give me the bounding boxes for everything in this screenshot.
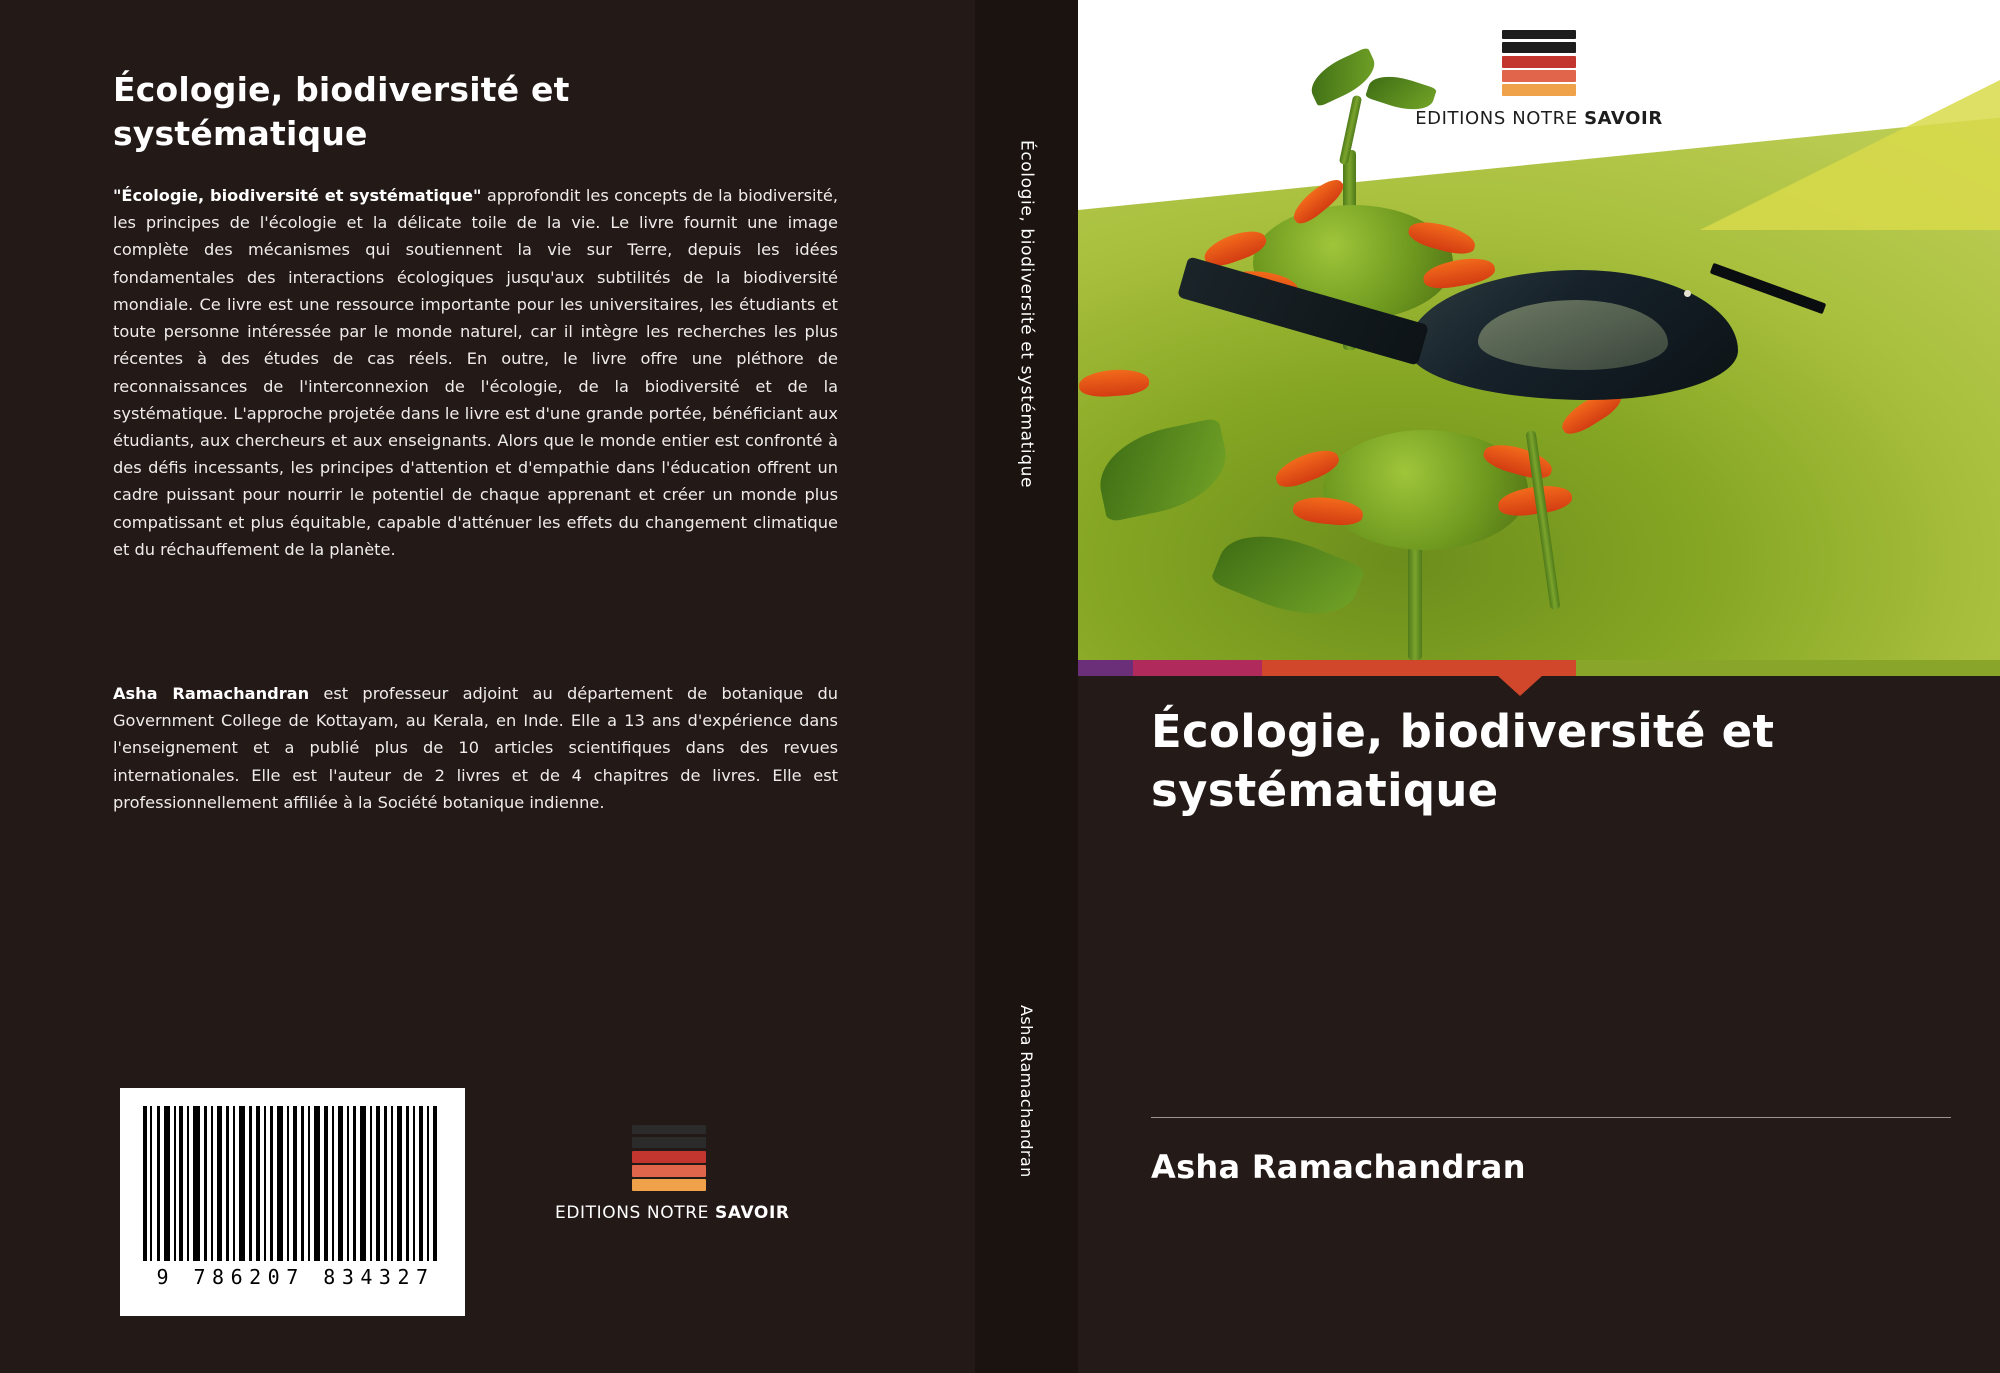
publisher-name-part2: SAVOIR: [715, 1203, 790, 1223]
book-logo-icon: [632, 1125, 706, 1191]
back-cover-title: Écologie, biodiversité et systématique: [113, 70, 570, 153]
publisher-logo-back: [555, 1125, 790, 1223]
publisher-name-part1: EDITIONS NOTRE: [555, 1203, 709, 1223]
isbn-digits: 9 786207 834327: [156, 1265, 435, 1289]
back-cover-panel: [0, 0, 975, 1373]
barcode-bars: [143, 1106, 443, 1261]
back-cover-description-body: approfondit les concepts de la biodiversité, les principes de l'écologie et la délicate toile de la vie. Le livre fournit une image complète des mécanismes qui soutiennent la vie sur Terre, depuis les idées fondamentales des interactions écologiques jusqu'aux subtilités de la biodiversité mondiale. Ce livre est une ressource importante pour les universitaires, les étudiants et toute personne intéressée par le monde naturel, car il intègre les recherches les plus récentes à des études de cas réels. En outre, le livre offre une pléthore de reconnaissances de l'interconnexion de l'écologie, de la biodiversité et de la systématique. L'approche projetée dans le livre est d'une grande portée, bénéficiant aux étudiants, aux chercheurs et aux enseignants. Alors que le monde entier est confronté à des défis incessants, les principes d'attention et d'empathie dans l'éducation offrent un cadre puissant pour nourrir le potentiel de chaque apprenant et créer un monde plus compatissant et plus équitable, capable d'atténuer les effets du changement climatique et du réchauffement de la planète.: [113, 186, 838, 559]
spine-author: Asha Ramachandran: [1017, 1005, 1036, 1178]
cover-photo: [1078, 0, 2000, 660]
publisher-name-back: [555, 1203, 790, 1223]
back-cover-description-lead: "Écologie, biodiversité et systématique": [113, 186, 482, 205]
publisher-name-front: [1379, 108, 1699, 129]
front-cover-panel: [1078, 0, 2000, 1373]
back-cover-description: [113, 182, 838, 563]
author-bio-name: Asha Ramachandran: [113, 684, 310, 703]
spine-panel: [975, 0, 1078, 1373]
barcode: [120, 1088, 465, 1316]
strip-notch: [1498, 676, 1542, 696]
accent-color-strip: [1078, 660, 2000, 676]
front-cover-author: Asha Ramachandran: [1151, 1148, 1526, 1186]
spine-title: Écologie, biodiversité et systématique: [1016, 140, 1037, 489]
front-cover-title: Écologie, biodiversité et systématique: [1151, 705, 1775, 818]
publisher-name-front-part2: SAVOIR: [1584, 108, 1663, 129]
publisher-name-front-part1: EDITIONS NOTRE: [1415, 108, 1578, 129]
publisher-logo-front: [1379, 30, 1699, 129]
author-bio-body: est professeur adjoint au département de botanique du Government College de Kottayam, au Kerala, en Inde. Elle a 13 ans d'expérience dans l'enseignement et a publié plus de 10 articles scientifiques dans des revues internationales. Elle est l'auteur de 2 livres et de 4 chapitres de livres. Elle est professionnellement affiliée à la Société botanique indienne.: [113, 684, 838, 812]
front-cover-divider: [1151, 1117, 1951, 1118]
author-bio: [113, 680, 838, 816]
book-logo-icon-front: [1502, 30, 1576, 96]
